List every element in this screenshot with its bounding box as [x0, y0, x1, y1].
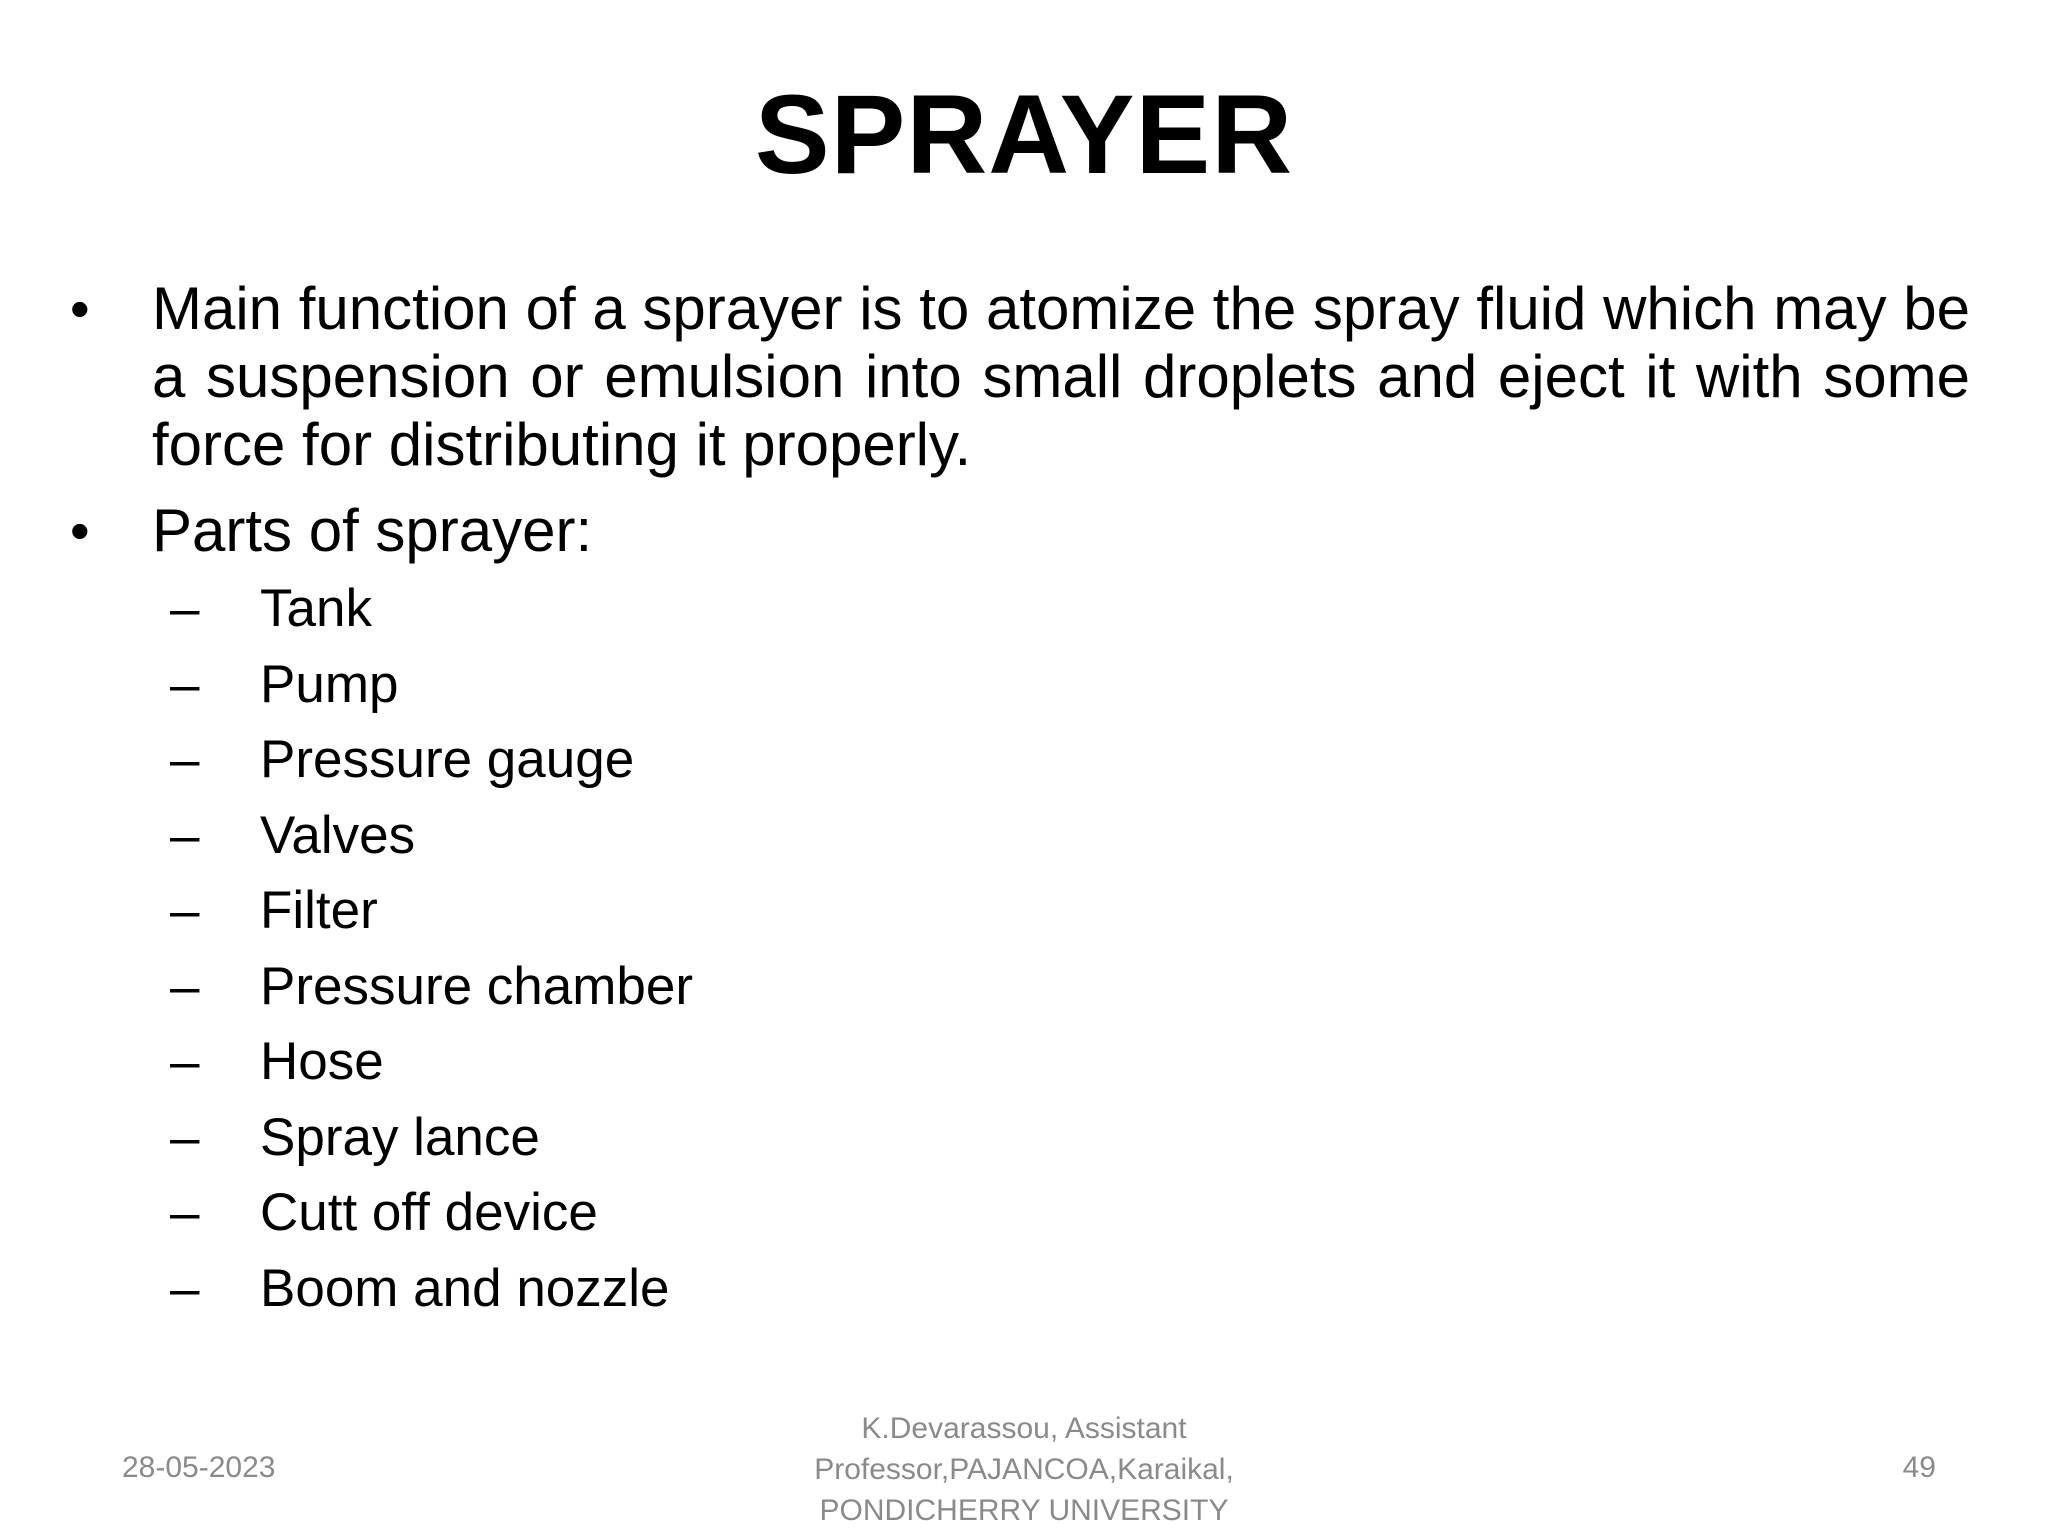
bullet-parts-heading — [70, 497, 1970, 565]
dash-icon: – — [170, 730, 200, 789]
list-item — [170, 873, 1970, 949]
parts-list — [70, 571, 1970, 1326]
list-item — [170, 1175, 1970, 1251]
list-item — [170, 798, 1970, 874]
bullet-icon: • — [70, 277, 90, 340]
list-item — [170, 1251, 1970, 1327]
dash-icon: – — [170, 881, 200, 940]
bullet-text: Parts of sprayer: — [152, 497, 593, 564]
list-item-label: Spray lance — [260, 1107, 540, 1167]
bullet-icon: • — [70, 499, 90, 562]
footer-author — [724, 1408, 1324, 1531]
slide-title: SPRAYER — [754, 72, 1294, 197]
list-item-label: Valves — [260, 805, 416, 865]
list-item-label: Hose — [260, 1032, 384, 1091]
list-item — [170, 647, 1970, 723]
footer-date: 28-05-2023 — [122, 1451, 276, 1484]
list-item-label: Boom and nozzle — [260, 1258, 670, 1318]
list-item-label: Filter — [260, 881, 378, 940]
dash-icon: – — [170, 1107, 200, 1167]
dash-icon: – — [170, 579, 200, 638]
dash-icon: – — [170, 1258, 200, 1318]
list-item — [170, 722, 1970, 798]
list-item — [170, 1100, 1970, 1176]
dash-icon: – — [170, 1032, 200, 1091]
footer-author-line: K.Devarassou, Assistant — [861, 1412, 1187, 1445]
list-item — [170, 1024, 1970, 1100]
dash-icon: – — [170, 956, 200, 1016]
dash-icon: – — [170, 1183, 200, 1242]
footer-author-line: Professor,PAJANCOA,Karaikal, — [814, 1453, 1234, 1486]
list-item-label: Pressure chamber — [260, 956, 694, 1016]
dash-icon: – — [170, 805, 200, 865]
list-item-label: Pressure gauge — [260, 730, 635, 789]
footer-author-line: PONDICHERRY UNIVERSITY — [819, 1494, 1229, 1527]
list-item-label: Cutt off device — [260, 1183, 598, 1242]
list-item — [170, 949, 1970, 1025]
bullet-text: Main function of a sprayer is to atomize the spray fluid which may be a suspension or emulsion into small droplets and eject it with some force for distributing it properly. — [152, 275, 1970, 478]
list-item-label: Pump — [260, 654, 399, 714]
bullet-main-function — [70, 275, 1970, 479]
list-item — [170, 571, 1970, 647]
page-number: 49 — [1902, 1451, 1936, 1484]
dash-icon: – — [170, 654, 200, 714]
list-item-label: Tank — [260, 579, 372, 638]
slide-content — [70, 275, 1970, 1326]
